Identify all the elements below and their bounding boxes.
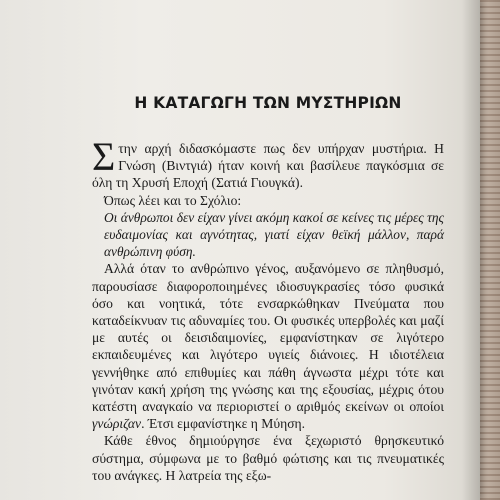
paragraph-3 — [92, 260, 444, 432]
chapter-title: Η ΚΑΤΑΓΩΓΗ ΤΩΝ ΜΥΣΤΗΡΙΩΝ — [134, 94, 402, 112]
drop-cap: Σ — [92, 134, 116, 179]
paragraph-3-text-b: . Έτσι εμφανίστηκε η Μύηση. — [141, 416, 306, 432]
paragraph-3-italic-word: γνώριζαν — [92, 416, 142, 432]
commentary-quote: Οι άνθρωποι δεν είχαν γίνει ακόμη κακοί σε κείνες τις μέρες της ευδαιμονίας και αγνότητας, γιατί είχαν θεϊκή μάλλον, παρά ανθρώπινη φύση. — [104, 209, 444, 260]
paragraph-3-text-a: Αλλά όταν το ανθρώπινο γένος, αυξανόμενο σε πληθυσμό, παρουσίασε διαφοροποιημένες ιδιοσυγκρασίες τόσο φυσικά όσο και νοητικά, τότε ενσαρκώθηκαν Πνεύματα που καταδείκνυαν τις αδυναμίες του. Οι φυσικές υπερβολές και μαζί με αυτές οι δεισιδαιμονίες, εμφανίστηκαν σε λιγότερο εκπαιδευμένες και λιγότερο υγιείς διάνοιες. Η ιδιοτέλεια γεννήθηκε από επιθυμίες και πάθη άγνωστα μέχρι τότε και γινόταν κακή χρήση της γνώσης και της εξουσίας, μέχρις ότου κατέστη αναγκαίο να περιοριστεί ο αριθμός εκείνων οι οποίοι — [92, 261, 444, 415]
paragraph-4-text: Κάθε έθνος δημιούργησε ένα ξεχωριστό θρησκευτικό σύστημα, σύμφωνα με το βαθμό φώτισης και τις πνευματικές του ανάγκες. Η λατρεία της εξω- — [92, 433, 444, 483]
paragraph-1 — [92, 134, 444, 192]
paragraph-1-text: την αρχή διδασκόμαστε πως δεν υπήρχαν μυστήρια. Η Γνώση (Βιντγιά) ήταν κοινή και βασίλευε παγκόσμια σε όλη τη Χρυσή Εποχή (Σατιά Γιουγκά). — [92, 141, 444, 191]
page-content — [92, 94, 444, 484]
page-edge-shadow — [462, 0, 480, 500]
paragraph-2-text: Όπως λέει και το Σχόλιο: — [104, 192, 242, 208]
paragraph-2 — [92, 192, 444, 209]
paragraph-4 — [92, 432, 444, 484]
